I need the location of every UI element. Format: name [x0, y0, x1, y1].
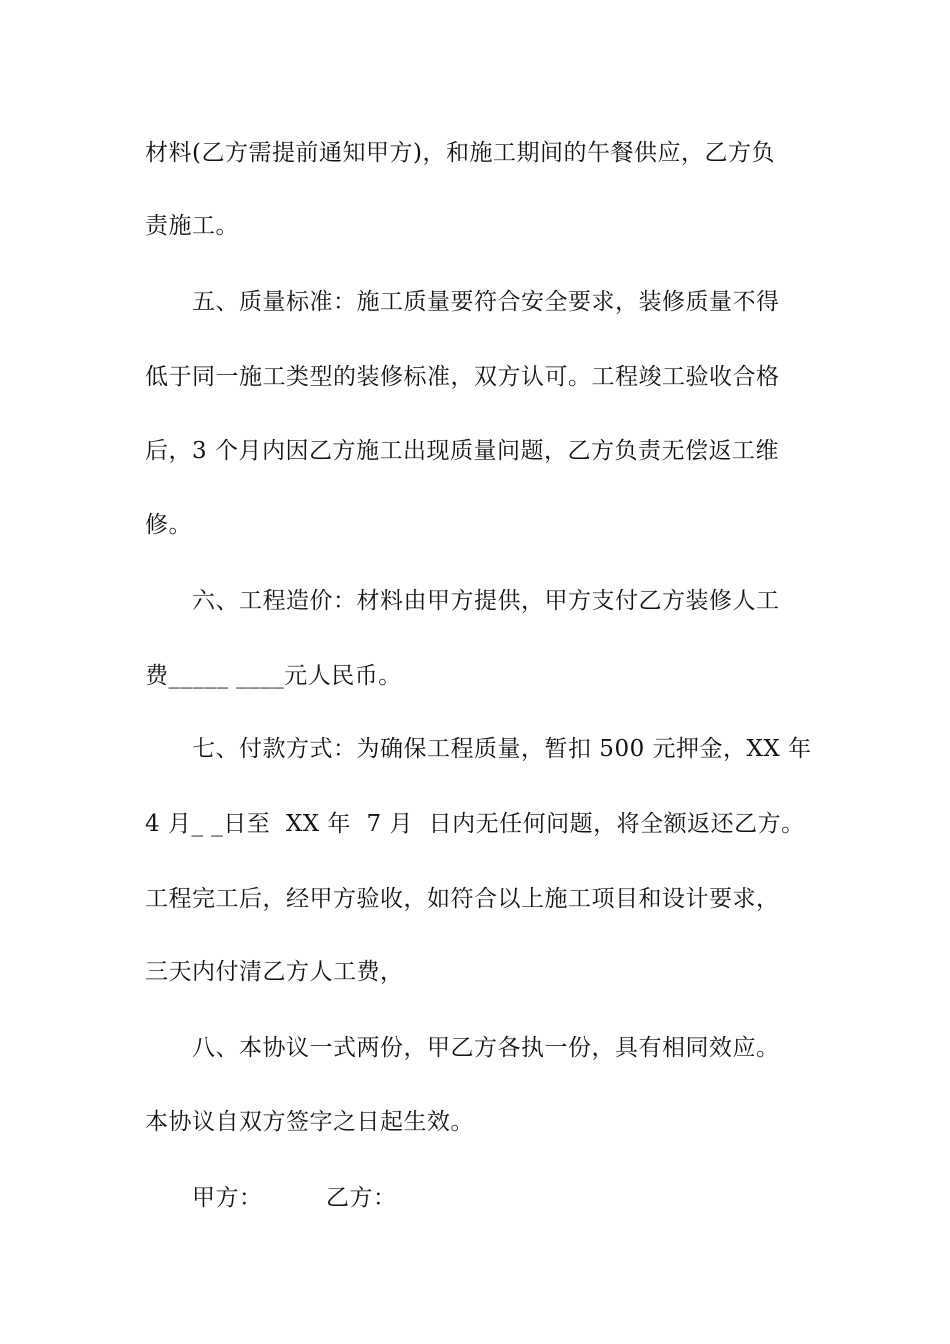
text-line: 费_____ ____元人民币。	[145, 663, 402, 689]
section-7-heading-line: 七、付款方式：为确保工程质量，暂扣 500 元押金，XX 年	[192, 736, 812, 762]
text-line: 4 月_ _日至 XX 年 7 月 日内无任何问题，将全额返还乙方。	[145, 811, 805, 837]
section-5-heading-line: 五、质量标准：施工质量要符合安全要求，装修质量不得	[192, 289, 780, 315]
text-line: 本协议自双方签字之日起生效。	[145, 1109, 474, 1135]
text-line: 三天内付清乙方人工费，	[145, 959, 404, 985]
text-line: 材料(乙方需提前通知甲方)，和施工期间的午餐供应，乙方负	[145, 140, 775, 166]
signature-party-b: 乙方：	[326, 1185, 397, 1211]
text-line: 修。	[145, 512, 192, 538]
section-8-heading-line: 八、本协议一式两份，甲乙方各执一份，具有相同效应。	[192, 1035, 780, 1061]
signature-party-a: 甲方：	[192, 1185, 263, 1211]
text-line: 后，3 个月内因乙方施工出现质量问题，乙方负责无偿返工维	[145, 438, 779, 464]
text-line: 工程完工后，经甲方验收，如符合以上施工项目和设计要求，	[145, 886, 780, 912]
text-line: 责施工。	[145, 213, 239, 239]
section-6-heading-line: 六、工程造价：材料由甲方提供，甲方支付乙方装修人工	[192, 588, 780, 614]
text-line: 低于同一施工类型的装修标准，双方认可。工程竣工验收合格	[145, 364, 780, 390]
